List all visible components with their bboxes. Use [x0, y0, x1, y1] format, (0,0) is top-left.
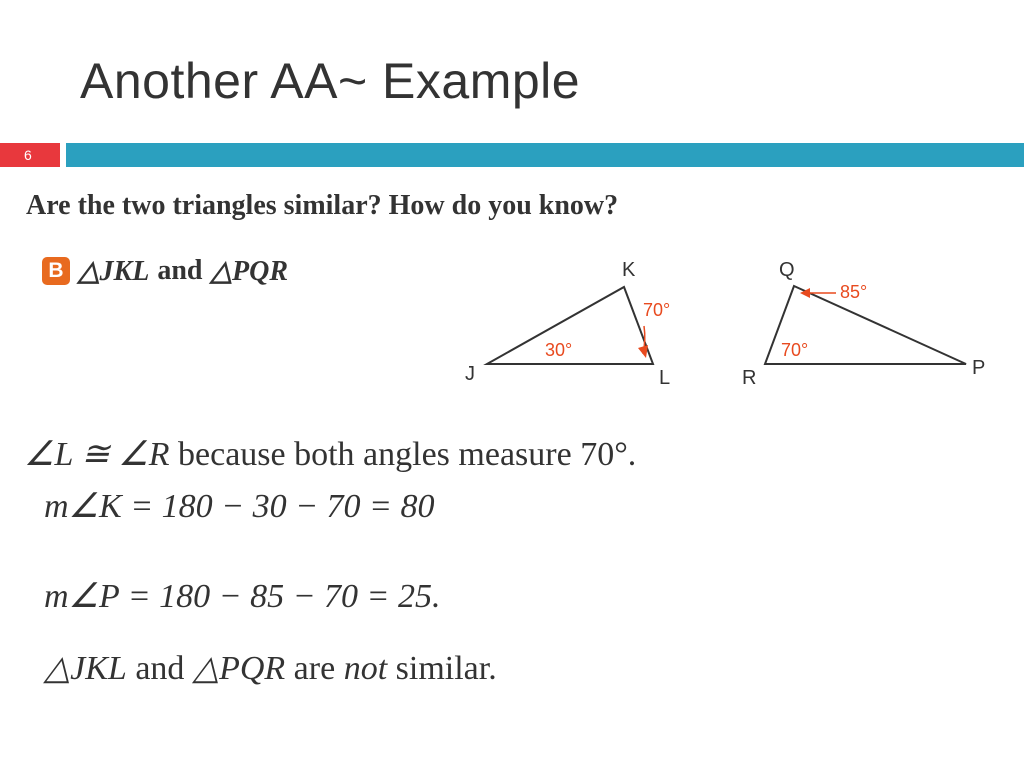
- vertex-q-label: Q: [779, 259, 795, 281]
- vertex-r-label: R: [742, 367, 757, 389]
- slide-title: Another AA~ Example: [80, 53, 581, 109]
- and-text: and: [157, 255, 203, 286]
- part-badge: B: [42, 257, 70, 285]
- vertex-p-label: P: [972, 357, 986, 379]
- vertex-k-label: K: [622, 259, 636, 281]
- conclusion-are: are: [285, 650, 344, 687]
- triangle-jkl-name: △JKL: [78, 256, 150, 287]
- angle-k-label: 70°: [643, 300, 671, 320]
- vertex-j-label: J: [465, 363, 475, 385]
- conclusion-tri1: △JKL: [44, 650, 127, 687]
- slide-number: 6: [0, 143, 60, 167]
- congruence-statement: ∠L ≅ ∠R: [24, 436, 170, 473]
- conclusion-end: similar.: [387, 650, 497, 687]
- triangle-pqr-name: △PQR: [210, 256, 289, 287]
- vertex-l-label: L: [659, 367, 671, 389]
- angle-k-arrow: [638, 345, 648, 358]
- solution-line-2: m∠K = 180 − 30 − 70 = 80: [44, 488, 435, 525]
- solution-line-4: [44, 648, 497, 688]
- congruence-reason: because both angles measure 70°.: [169, 436, 637, 473]
- conclusion-and: and: [126, 650, 193, 687]
- conclusion-not: not: [343, 650, 388, 687]
- solution-line-1: [24, 434, 636, 474]
- angle-r-label: 70°: [781, 340, 809, 360]
- solution-line-3: m∠P = 180 − 85 − 70 = 25.: [44, 578, 441, 615]
- angle-q-label: 85°: [840, 282, 868, 302]
- conclusion-tri2: △PQR: [192, 650, 286, 687]
- question-text: Are the two triangles similar? How do you know?: [26, 190, 619, 221]
- angle-j-label: 30°: [545, 340, 573, 360]
